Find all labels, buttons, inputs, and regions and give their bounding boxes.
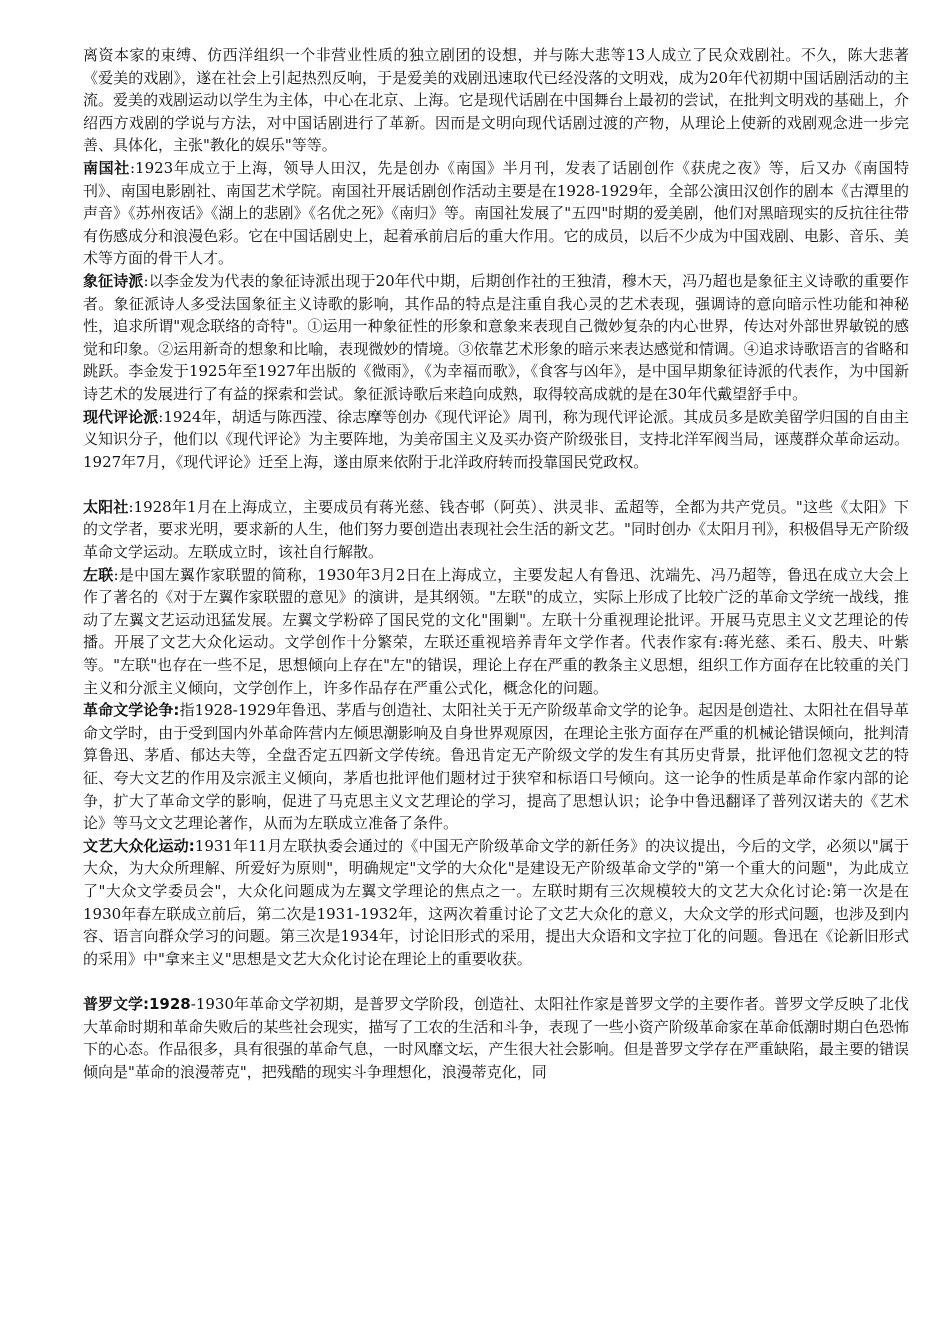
document-page — [83, 44, 909, 1083]
entry-left-league — [83, 564, 909, 700]
entry-term: 革命文学论争: — [83, 701, 180, 720]
entry-term: 太阳社 — [83, 497, 129, 516]
entry-text: :1924年，胡适与陈西滢、徐志摩等创办《现代评论》周刊，称为现代评论派。其成员多是欧美留学归国的自由主义知识分子，他们以《现代评论》为主要阵地，为美帝国主义及买办资产阶级张目，支持北洋军阀当局，诬蔑群众革命运动。1927年7月，《现代评论》迁至上海，遂由原来依附于北洋政府转而投靠国民党政权。 — [83, 407, 909, 471]
entry-term: 文艺大众化运动: — [83, 836, 195, 855]
entry-proletarian-literature — [83, 993, 909, 1083]
entry-nanguo-society — [83, 157, 909, 270]
entry-revolutionary-literature-debate — [83, 699, 909, 835]
entry-term: 普罗文学:1928 — [83, 994, 191, 1013]
entry-term: 南国社 — [83, 158, 130, 177]
entry-text: 指1928-1929年鲁迅、茅盾与创造社、太阳社关于无产阶级革命文学的论争。起因是创造社、太阳社在倡导革命文学时，由于受到国内外革命阵营内左倾思潮影响及自身世界观原因，在理论主张方面存在严重的机械论错误倾向，批判清算鲁迅、茅盾、郁达夫等，全盘否定五四新文学传统。鲁迅肯定无产阶级文学的发生有其历史背景，批评他们忽视文艺的特征、夸大文艺的作用及宗派主义倾向，茅盾也批评他们题材过于狭窄和标语口号倾向。这一论争的性质是革命作家内部的论争，扩大了革命文学的影响，促进了马克思主义文艺理论的学习，提高了思想认识；论争中鲁迅翻译了普列汉诺夫的《艺术论》等马文文艺理论著作，从而为左联成立准备了条件。 — [83, 701, 910, 833]
entry-aimei-drama — [83, 44, 909, 157]
entry-text: :是中国左翼作家联盟的简称，1930年3月2日在上海成立，主要发起人有鲁迅、沈端先、冯乃超等，鲁迅在成立大会上作了著名的《对于左翼作家联盟的意见》的演讲，是其纲领。"左联"的成立，实际上形成了比较广泛的革命文学统一战线，推动了左翼文艺运动迅猛发展。左翼文学粉碎了国民党的文化"围剿"。左联十分重视理论批评。开展马克思主义文艺理论的传播。开展了文艺大众化运动。文学创作十分繁荣，左联还重视培养青年文学作者。代表作家有:蒋光慈、柔石、殷夫、叶紫等。"左联"也存在一些不足，思想倾向上存在"左"的错误，理论上存在严重的教条主义思想，组织工作方面存在比较重的关门主义和分派主义倾向，文学创作上，许多作品存在严重公式化，概念化的问题。 — [83, 565, 909, 697]
entry-term: 左联 — [83, 565, 114, 584]
entry-symbolist-poetry — [83, 270, 909, 406]
entry-sun-society — [83, 496, 909, 564]
entry-text: 离资本家的束缚、仿西洋组织一个非营业性质的独立剧团的设想，并与陈大悲等13人成立了民众戏剧社。不久，陈大悲著《爱美的戏剧》，遂在社会上引起热烈反响，于是爱美的戏剧迅速取代已经没落的文明戏，成为20年代初期中国话剧活动的主流。爱美的戏剧运动以学生为主体，中心在北京、上海。它是现代话剧在中国舞台上最初的尝试，在批判文明戏的基础上，介绍西方戏剧的学说与方法，对中国话剧进行了革新。因而是文明向现代话剧过渡的产物，从理论上使新的戏剧观念进一步完善、具体化，主张"教化的娱乐"等等。 — [83, 46, 909, 155]
entry-text: :1928年1月在上海成立，主要成员有蒋光慈、钱杏邨（阿英）、洪灵非、孟超等，全都为共产党员。"这些《太阳》下的文学者，要求光明，要求新的人生，他们努力要创造出表现社会生活的新文艺。"同时创办《太阳月刊》，积极倡导无产阶级革命文学运动。左联成立时，该社自行解散。 — [83, 497, 909, 562]
section-gap — [83, 970, 909, 993]
entry-popularization-movement — [83, 835, 909, 971]
section-gap — [83, 473, 909, 496]
entry-text: :以李金发为代表的象征诗派出现于20年代中期，后期创作社的王独清，穆木天，冯乃超也是象征主义诗歌的重要作者。象征派诗人多受法国象征主义诗歌的影响，其作品的特点是注重自我心灵的艺术表现，强调诗的意向暗示性功能和神秘性，追求所谓"观念联络的奇特"。①运用一种象征性的形象和意象来表现自己微妙复杂的内心世界，传达对外部世界敏锐的感觉和印象。②运用新奇的想象和比喻，表现微妙的情境。③依靠艺术形象的暗示来表达感觉和情调。④追求诗歌语言的省略和跳跃。李金发于1925年至1927年出版的《微雨》，《为幸福而歌》，《食客与凶年》，是中国早期象征诗派的代表作，为中国新诗艺术的发展进行了有益的探索和尝试。象征派诗歌后来趋向成熟，取得较高成就的是在30年代戴望舒手中。 — [83, 271, 909, 403]
entry-modern-review — [83, 406, 909, 474]
entry-term: 现代评论派 — [83, 407, 159, 426]
entry-text: -1930年革命文学初期，是普罗文学阶段，创造社、太阳社作家是普罗文学的主要作者。普罗文学反映了北伐大革命时期和革命失败后的某些社会现实，描写了工农的生活和斗争，表现了一些小资产阶级革命家在革命低潮时期白色恐怖下的心态。作品很多，具有很强的革命气息，一时风靡文坛，产生很大社会影响。但是普罗文学存在严重缺陷，最主要的错误倾向是"革命的浪漫蒂克"，把残酷的现实斗争理想化，浪漫蒂克化，同 — [83, 994, 909, 1081]
entry-term: 象征诗派 — [83, 271, 144, 290]
entry-text: :1923年成立于上海，领导人田汉，先是创办《南国》半月刊，发表了话剧创作《获虎之夜》等，后又办《南国特刊》、南国电影剧社、南国艺术学院。南国社开展话剧创作活动主要是在1928-1929年，全部公演田汉创作的剧本《古潭里的声音》《苏州夜话》《湖上的悲剧》《名优之死》《南归》等。南国社发展了"五四"时期的爱美剧，他们对黑暗现实的反抗往往带有伤感成分和浪漫色彩。它在中国话剧史上，起着承前启后的重大作用。它的成员，以后不少成为中国戏剧、电影、音乐、美术等方面的骨干人才。 — [83, 158, 909, 268]
entry-text: 1931年11月左联执委会通过的《中国无产阶级革命文学的新任务》的决议提出，今后的文学，必须以"属于大众，为大众所理解、所爱好为原则"，明确规定"文学的大众化"是建设无产阶级革命文学的"第一个重大的问题"，为此成立了"大众文学委员会"，大众化问题成为左翼文学理论的焦点之一。左联时期有三次规模较大的文艺大众化讨论:第一次是在1930年春左联成立前后，第二次是1931-1932年，这两次着重讨论了文艺大众化的意义，大众文学的形式问题，也涉及到内容、语言向群众学习的问题。第三次是1934年，讨论旧形式的采用，提出大众语和文字拉丁化的问题。鲁迅在《论新旧形式的采用》中"拿来主义"思想是文艺大众化讨论在理论上的重要收获。 — [83, 836, 910, 968]
